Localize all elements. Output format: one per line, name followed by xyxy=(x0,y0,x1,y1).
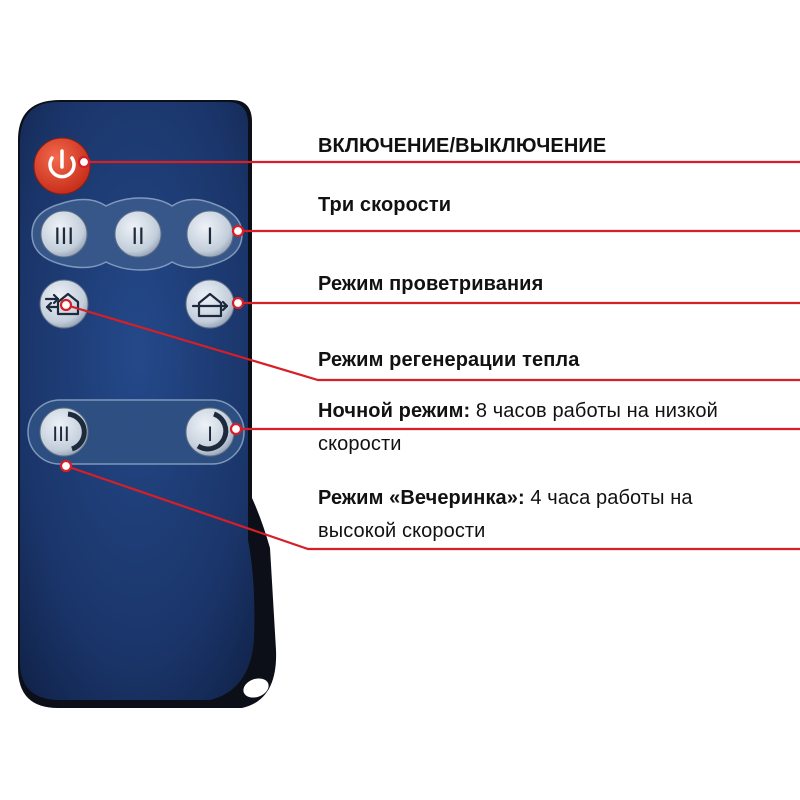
callout-speeds-text: Три скорости xyxy=(318,194,452,216)
callout-heat-recovery-text: Режим регенерации тепла xyxy=(318,349,580,371)
callout-dot-speeds xyxy=(233,226,243,236)
callout-dot-ventilation xyxy=(233,298,243,308)
ventilation-button[interactable] xyxy=(186,280,234,328)
callout-dot-power xyxy=(79,157,89,167)
speed-1-label: I xyxy=(206,223,214,250)
callout-party-line2: высокой скорости xyxy=(318,520,486,542)
callout-party-bold: Режим «Вечеринка»: xyxy=(318,487,525,509)
callout-power-label xyxy=(318,130,606,163)
callout-dot-night xyxy=(231,424,241,434)
speed-1-button[interactable] xyxy=(187,211,233,257)
callout-night-label xyxy=(318,395,718,461)
speed-2-label: II xyxy=(131,223,145,250)
callout-night-bold: Ночной режим: xyxy=(318,400,471,422)
night-label: I xyxy=(207,423,213,446)
speed-3-button[interactable] xyxy=(41,211,87,257)
callout-ventilation-label xyxy=(318,268,543,301)
callout-power-text: ВКЛЮЧЕНИЕ/ВЫКЛЮЧЕНИЕ xyxy=(318,135,607,157)
callout-heat-recovery-label xyxy=(318,344,579,377)
callout-dot-heat-recovery xyxy=(61,300,71,310)
callout-party-label xyxy=(318,482,693,548)
party-label: III xyxy=(52,423,70,446)
speed-2-button[interactable] xyxy=(115,211,161,257)
night-mode-button[interactable] xyxy=(186,408,234,456)
party-mode-button[interactable] xyxy=(40,408,88,456)
callout-night-line2: скорости xyxy=(318,433,402,455)
callout-party-rest: 4 часа работы на xyxy=(524,487,693,509)
callout-speeds-label xyxy=(318,189,451,222)
callout-ventilation-text: Режим проветривания xyxy=(318,273,544,295)
speed-3-label: III xyxy=(53,223,75,250)
callout-dot-party xyxy=(61,461,71,471)
callout-night-rest: 8 часов работы на низкой xyxy=(470,400,718,422)
